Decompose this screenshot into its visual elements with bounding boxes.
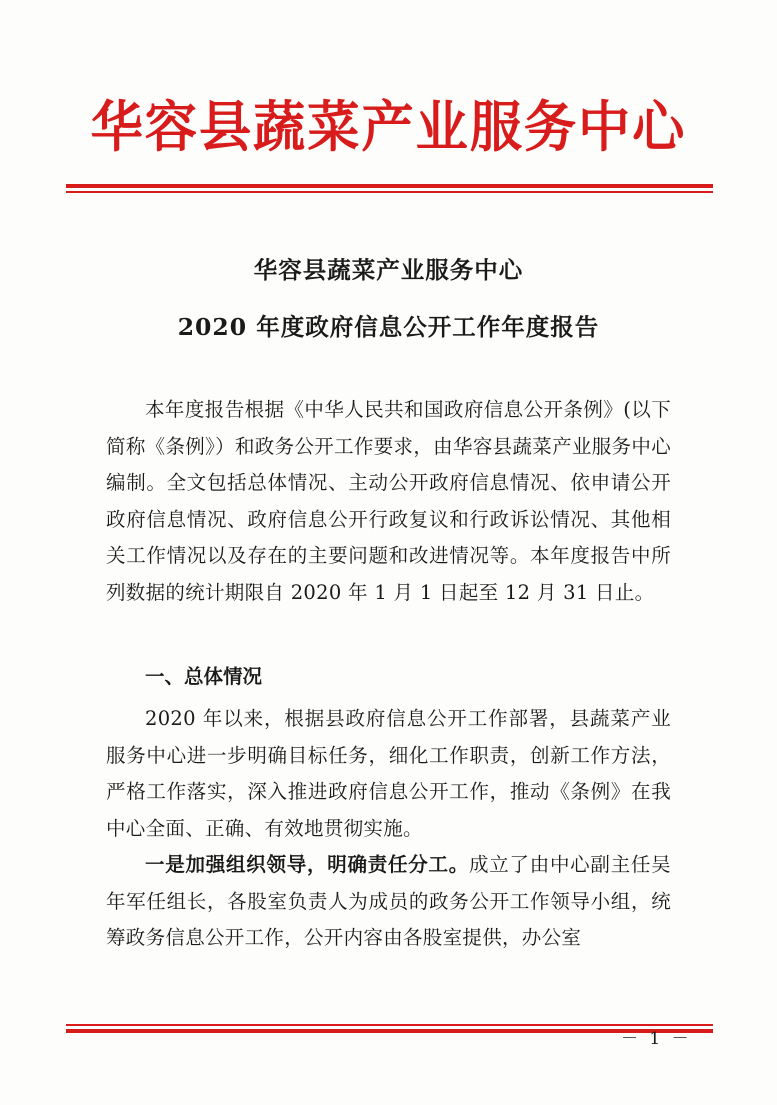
report-title-line2: 2020 年度政府信息公开工作年度报告 xyxy=(177,313,600,341)
page-number: － 1 － xyxy=(621,1029,692,1049)
footer-rule-thick xyxy=(66,1029,713,1033)
footer-rule-thin xyxy=(66,1024,713,1026)
letterhead-rule-thick xyxy=(66,184,713,188)
point-one-paragraph xyxy=(106,847,671,957)
point-one-body: 成立了由中心副主任吴年军任组长，各股室负责人为成员的政务公开工作领导小组，统筹政务信息公开工作，公开内容由各股室提供，办公室 xyxy=(106,853,671,949)
point-one-lead: 一是加强组织领导，明确责任分工。 xyxy=(145,853,469,876)
report-title-line1: 华容县蔬菜产业服务中心 xyxy=(253,256,524,284)
intro-paragraph: 本年度报告根据《中华人民共和国政府信息公开条例》(以下简称《条例》）和政务公开工作要求，由华容县蔬菜产业服务中心编制。全文包括总体情况、主动公开政府信息情况、依申请公开政府信息情况、政府信息公开行政复议和行政诉讼情况、其他相关工作情况以及存在的主要问题和改进情况等。本年度报告中所列数据的统计期限自 2020 年 1 月 1 日起至 12 月 31 日止。 xyxy=(106,398,671,604)
overview-paragraph: 2020 年以来，根据县政府信息公开工作部署，县蔬菜产业服务中心进一步明确目标任务，细化工作职责，创新工作方法，严格工作落实，深入推进政府信息公开工作，推动《条例》在我中心全面、正确、有效地贯彻实施。 xyxy=(106,707,671,840)
letterhead-rule-thin xyxy=(66,191,713,193)
section-heading-overview: 一、总体情况 xyxy=(145,665,263,688)
letterhead-title: 华容县蔬菜产业服务中心 xyxy=(90,94,687,159)
